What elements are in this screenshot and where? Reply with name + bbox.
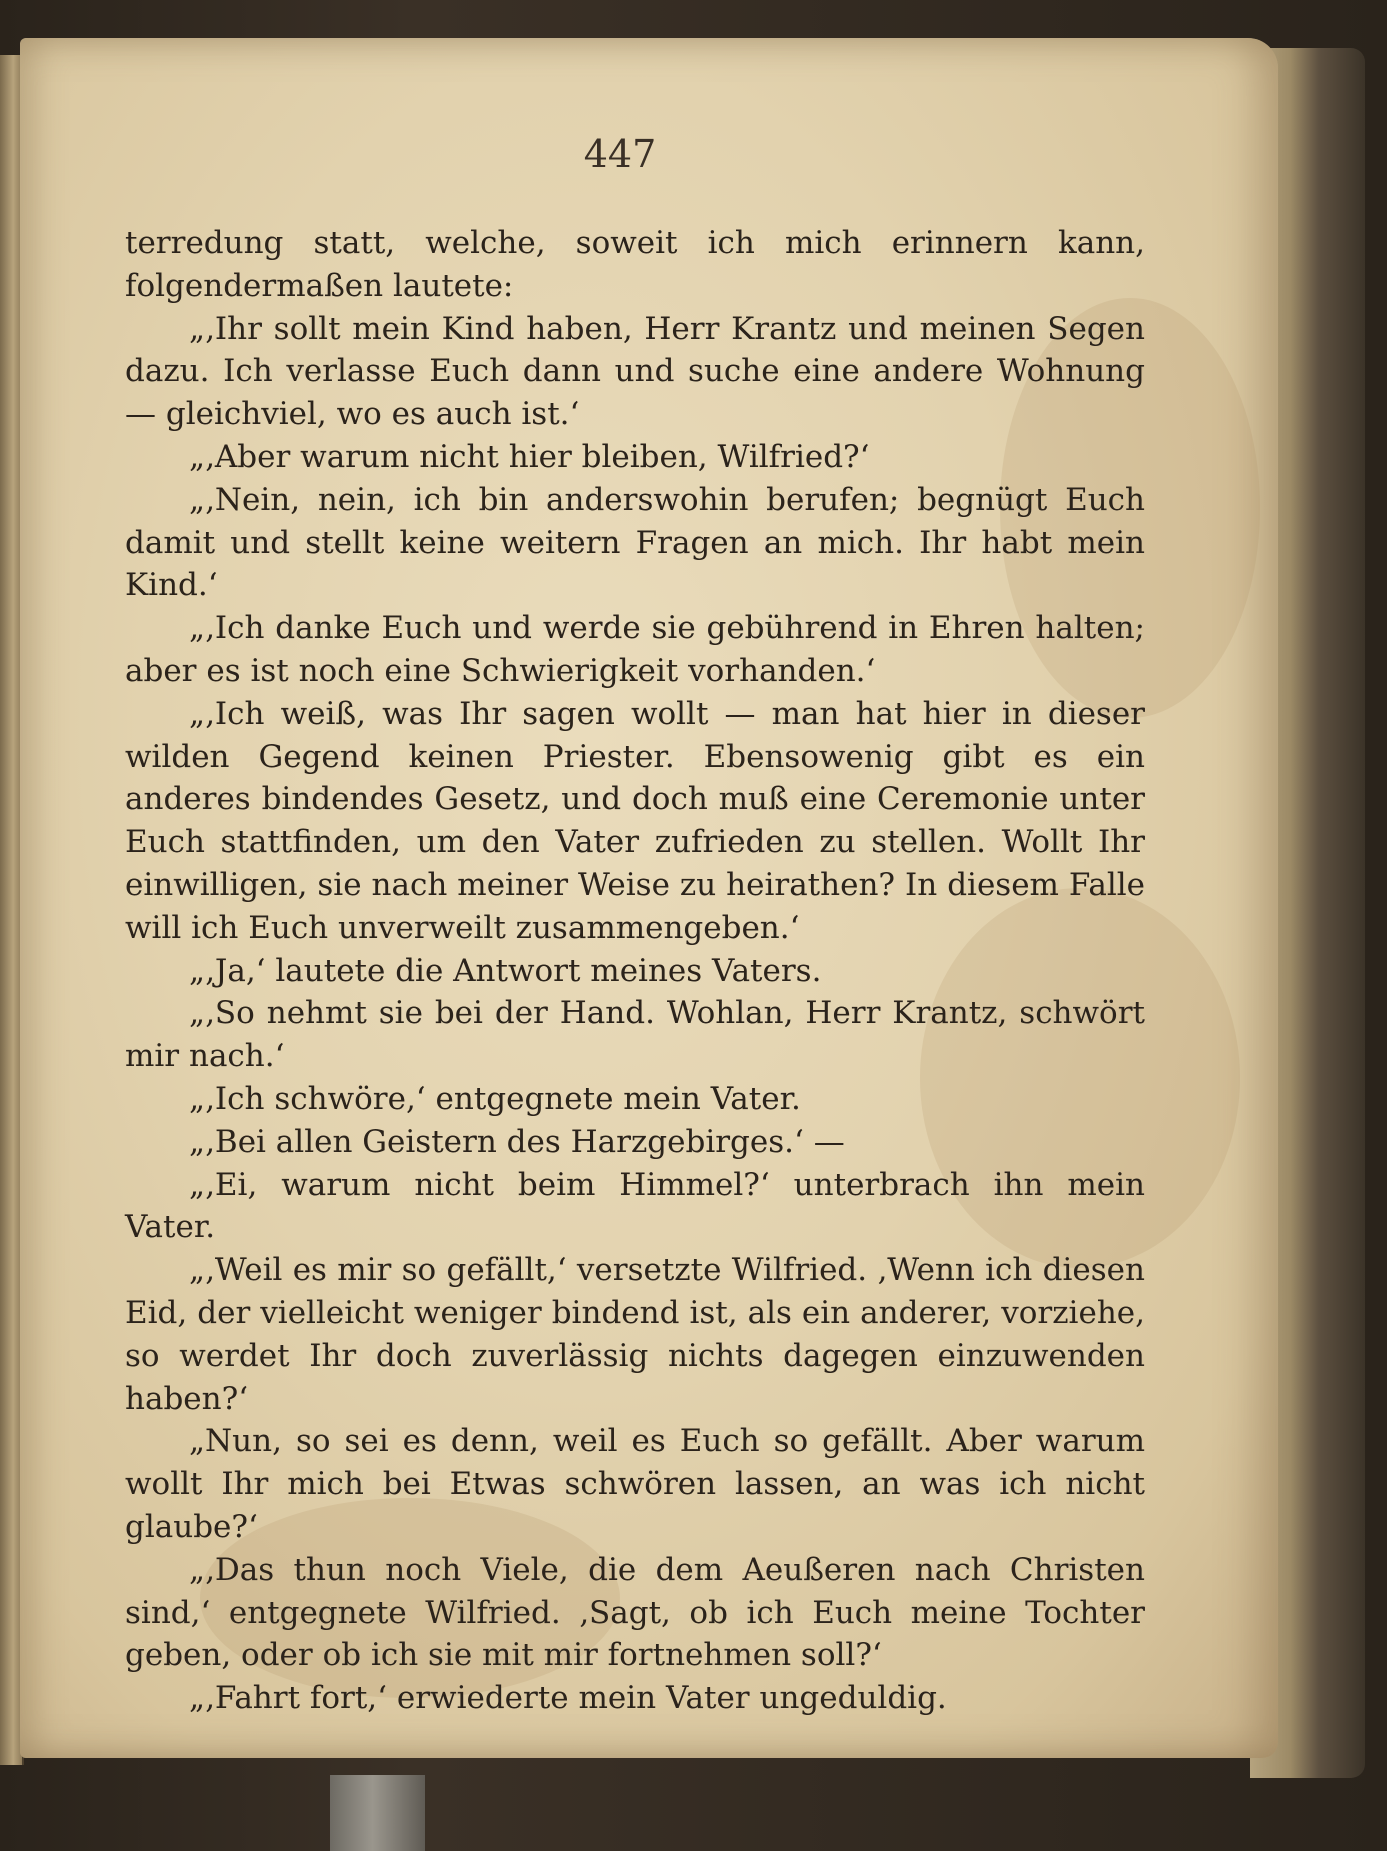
paragraph: „‚Das thun noch Viele, die dem Aeußeren nach Christen sind,‘ entgegnete Wilfried. ‚Sagt, ob ich Euch meine Tochter geben, oder ob ich sie mit mir fortnehmen soll?‘ <box>125 1551 1145 1674</box>
paragraph: „‚Nein, nein, ich bin anderswohin berufen; begnügt Euch damit und stellt keine weitern Fragen an mich. Ihr habt mein Kind.‘ <box>125 481 1145 604</box>
paragraph: „‚Weil es mir so gefällt,‘ versetzte Wilfried. ‚Wenn ich diesen Eid, der vielleicht weniger bindend ist, als ein anderer, vorziehe, so werdet Ihr doch zuverlässig nichts dagegen einzuwenden haben?‘ <box>125 1252 1145 1417</box>
paragraph: „‚So nehmt sie bei der Hand. Wohlan, Herr Krantz, schwört mir nach.‘ <box>125 995 1145 1075</box>
paragraph: „Nun, so sei es denn, weil es Euch so gefällt. Aber warum wollt Ihr mich bei Etwas schwören lassen, an was ich nicht glaube?‘ <box>125 1423 1145 1545</box>
paragraph: terredung statt, welche, soweit ich mich erinnern kann, folgendermaßen lautete: <box>125 225 1145 304</box>
paragraph: „‚Bei allen Geistern des Harzgebirges.‘ — <box>189 1123 845 1160</box>
paragraph: „‚Aber warum nicht hier bleiben, Wilfried?‘ <box>189 438 870 475</box>
paragraph: „‚Fahrt fort,‘ erwiederte mein Vater ungeduldig. <box>189 1680 947 1717</box>
paragraph: „‚Ich weiß, was Ihr sagen wollt — man hat hier in dieser wilden Gegend keinen Priester. Ebensowenig gibt es ein anderes bindendes Gesetz, und doch muß eine Ceremonie unter Euch stattfinden, um den Vater zufrieden zu stellen. Wollt Ihr einwilligen, sie nach meiner Weise zu heirathen? In diesem Falle will ich Euch unverweilt zusammengeben.‘ <box>125 695 1145 946</box>
paragraph: „‚Ich schwöre,‘ entgegnete mein Vater. <box>189 1080 801 1117</box>
paragraph: „‚Ich danke Euch und werde sie gebührend in Ehren halten; aber es ist noch eine Schwierigkeit vorhanden.‘ <box>125 610 1145 689</box>
paragraph: „‚Ihr sollt mein Kind haben, Herr Krantz und meinen Segen dazu. Ich verlasse Euch dann und suche eine andere Wohnung — gleichviel, wo es auch ist.‘ <box>125 310 1145 433</box>
page-number: 447 <box>583 132 657 176</box>
body-text <box>125 222 1145 1720</box>
bookmark-ribbon <box>330 1775 425 1851</box>
paragraph: „‚Ei, warum nicht beim Himmel?‘ unterbrach ihn mein Vater. <box>125 1166 1145 1246</box>
paragraph: „‚Ja,‘ lautete die Antwort meines Vaters. <box>189 952 822 989</box>
